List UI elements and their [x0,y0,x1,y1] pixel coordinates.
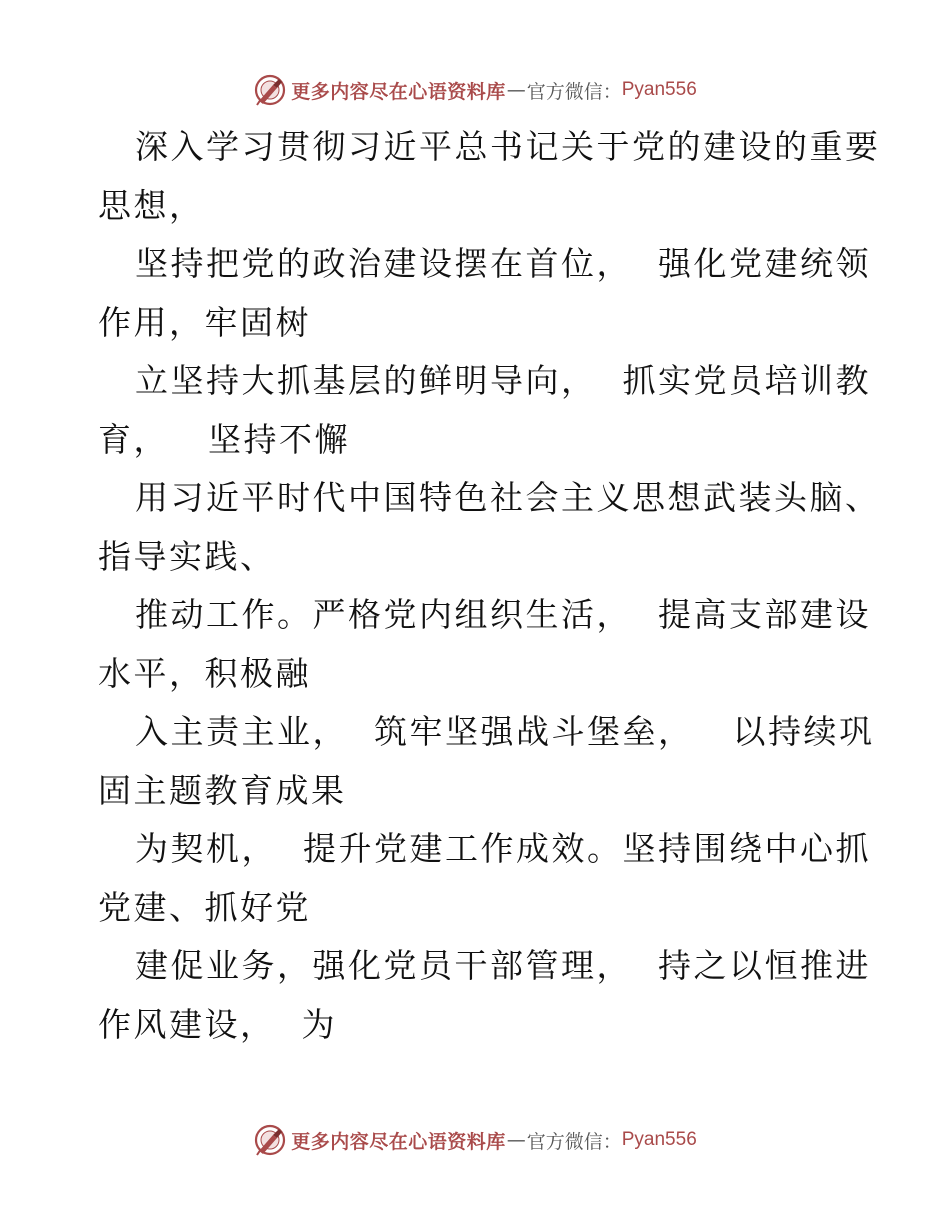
body-line: 作用，牢固树 [98,302,311,342]
body-line: 建促业务，强化党员干部管理， 持之以恒推进 [135,946,871,985]
body-line: 指导实践、 [98,536,276,576]
body-line: 入主责主业， 筑牢坚强战斗堡垒， 以持续巩 [135,712,875,751]
body-line: 党建、抓好党 [98,887,311,927]
footer-wechat-label: 官方微信： [526,1130,622,1153]
document-body [98,118,881,1054]
footer-wechat-id: Pyan556 [621,1129,697,1150]
body-line: 固主题教育成果 [98,770,347,810]
pen-logo-icon [253,73,287,107]
header-wechat-id: Pyan556 [621,79,697,100]
body-line: 用习近平时代中国特色社会主义思想武装头脑、 [135,478,881,517]
header-brand-text: 更多内容尽在心语资料库 [291,80,506,103]
body-line: 思想， [98,185,205,225]
body-line: 作风建设， 为 [98,1004,337,1044]
body-line: 推动工作。严格党内组织生活， 提高支部建设 [135,595,871,634]
footer-dash: — [506,1129,526,1151]
header-wechat-label: 官方微信： [526,80,622,103]
body-line: 为契机， 提升党建工作成效。坚持围绕中心抓 [135,829,871,868]
header-dash: — [506,79,526,101]
body-line: 立坚持大抓基层的鲜明导向， 抓实党员培训教 [135,361,871,400]
body-line: 水平，积极融 [98,653,311,693]
body-line: 育， 坚持不懈 [98,419,350,459]
footer-brand-text: 更多内容尽在心语资料库 [291,1130,506,1153]
header-banner [0,70,950,110]
pen-logo-icon [253,1123,287,1157]
body-line: 坚持把党的政治建设摆在首位， 强化党建统领 [135,244,871,283]
footer-banner [0,1120,950,1160]
body-line: 深入学习贯彻习近平总书记关于党的建设的重要 [135,127,881,166]
